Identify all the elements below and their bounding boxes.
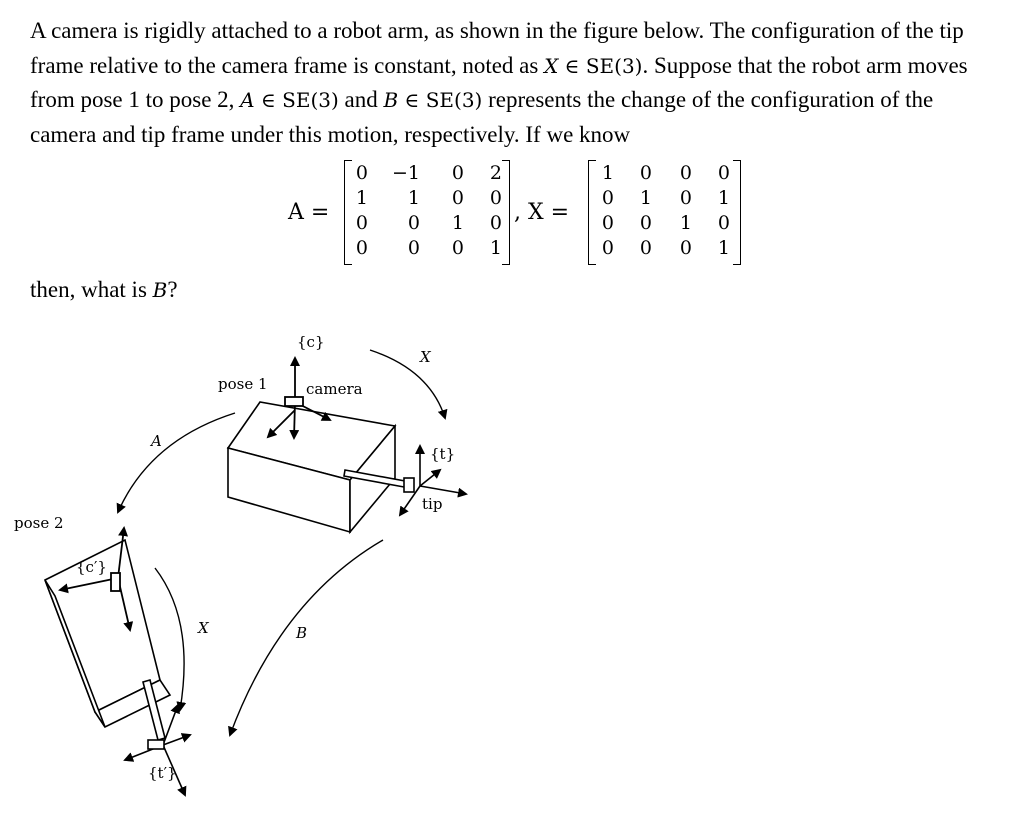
matrix-a-cell: 0	[407, 212, 420, 234]
matrix-x-cell: 0	[639, 212, 652, 234]
robot-camera-figure	[0, 320, 520, 814]
matrix-a-cell: 0	[489, 187, 502, 209]
matrix-x-cell: 0	[679, 187, 692, 209]
x-symbol: X	[544, 53, 559, 78]
matrix-x-cell: 0	[717, 162, 730, 184]
matrix-a-cell: 1	[451, 212, 464, 234]
matrix-a-cell: 0	[355, 237, 368, 259]
question	[30, 277, 178, 303]
matrix-a-cell: 0	[451, 237, 464, 259]
arrow-b-label: B	[296, 624, 308, 642]
camera-label: camera	[306, 380, 363, 398]
camera-frame-prime-label: {c′}	[76, 558, 107, 576]
matrix-x-cell: 0	[679, 162, 692, 184]
se3-membership: ∈ SE(3)	[558, 53, 643, 78]
matrix-a-cell: 0	[451, 162, 464, 184]
matrix-x-cell: 0	[601, 187, 614, 209]
problem-sentence-1: A camera is rigidly attached to a robot arm, as shown in the figure below. The configuration of the tip frame relative to the camera frame is constant, noted as	[30, 18, 964, 78]
tip-frame-prime-label: {t′}	[148, 764, 177, 782]
matrix-formula	[286, 160, 730, 272]
matrix-a	[350, 162, 504, 262]
matrix-x-cell: 1	[639, 187, 652, 209]
matrix-x-cell: 1	[717, 187, 730, 209]
matrix-x-right-bracket	[733, 160, 741, 265]
matrix-a-cell: 0	[407, 237, 420, 259]
matrix-x-cell: 0	[717, 212, 730, 234]
camera-frame-label: {c}	[297, 333, 325, 351]
a-symbol: A	[240, 88, 255, 112]
matrix-a-right-bracket	[502, 160, 510, 265]
matrix-x-cell: 0	[679, 237, 692, 259]
arrow-x-bottom-label: X	[198, 619, 209, 637]
b-symbol: B	[383, 88, 399, 112]
matrix-x	[594, 162, 732, 262]
matrix-x-cell: 1	[717, 237, 730, 259]
matrix-a-cell: 1	[355, 187, 368, 209]
se3-membership: ∈ SE(3)	[398, 88, 483, 112]
b-symbol: B	[152, 278, 168, 302]
pose-2-label: pose 2	[14, 514, 64, 532]
pose-1-label: pose 1	[218, 375, 268, 393]
problem-sentence-3: represents the change of the configuration of the camera and tip frame under this motion, respectively. If we know	[30, 87, 934, 147]
problem-statement	[30, 14, 1005, 152]
matrix-a-cell: 0	[355, 212, 368, 234]
matrix-x-cell: 1	[601, 162, 614, 184]
matrix-x-cell: 0	[639, 162, 652, 184]
matrix-a-cell: −1	[391, 162, 420, 184]
problem-sentence-2: . Suppose that the robot arm moves from pose 1 to pose 2,	[30, 52, 968, 112]
arrow-x-top	[370, 350, 445, 418]
matrix-a-cell: 0	[355, 162, 368, 184]
pose-1-box	[228, 402, 395, 532]
matrix-x-cell: 0	[639, 237, 652, 259]
a-equals-label: A =	[288, 200, 330, 225]
arrow-x-top-label: X	[420, 348, 431, 366]
matrix-a-cell: 1	[489, 237, 502, 259]
matrix-a-cell: 1	[407, 187, 420, 209]
matrix-a-cell: 0	[451, 187, 464, 209]
arrow-a	[118, 413, 235, 512]
matrix-a-cell: 2	[489, 162, 502, 184]
matrix-x-cell: 1	[679, 212, 692, 234]
tip-frame-label: {t}	[430, 445, 456, 463]
and-text: and	[338, 87, 384, 112]
x-equals-label: , X =	[514, 200, 570, 225]
arrow-a-label: A	[151, 432, 162, 450]
se3-membership: ∈ SE(3)	[254, 88, 339, 112]
question-suffix: ?	[167, 277, 178, 302]
matrix-x-cell: 0	[601, 237, 614, 259]
matrix-x-cell: 0	[601, 212, 614, 234]
question-prefix: then, what is	[30, 277, 153, 302]
tip-label: tip	[422, 495, 443, 513]
matrix-a-cell: 0	[489, 212, 502, 234]
